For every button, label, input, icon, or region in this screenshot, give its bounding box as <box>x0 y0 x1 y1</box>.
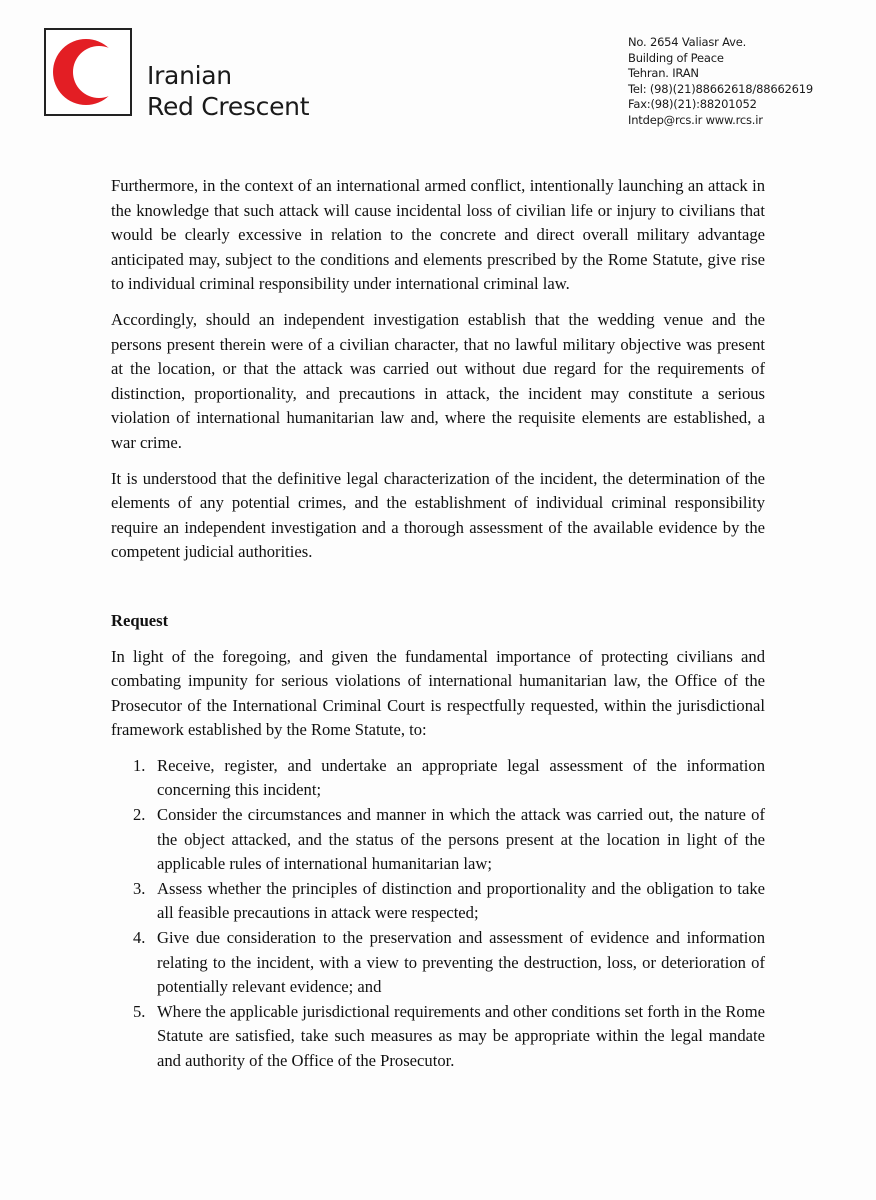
paragraph-furthermore: Furthermore, in the context of an international armed conflict, intentionally launching an attack in the knowledge that such attack will cause incidental loss of civilian life or injury to civilians that would be clearly excessive in relation to the concrete and direct overall military advantage anticipated may, subject to the conditions and elements prescribed by the Rome Statute, give rise to individual criminal responsibility under international criminal law. <box>111 176 765 294</box>
org-name-line-1: Iranian <box>147 61 232 90</box>
address-telephone: Tel: (98)(21)88662618/88662619 <box>628 81 814 96</box>
letter-body <box>111 174 765 1074</box>
address-building: Building of Peace <box>628 50 724 65</box>
list-item-number: 4. <box>133 928 146 948</box>
request-list <box>111 754 765 1074</box>
contact-address-block <box>628 35 813 128</box>
request-intro: In light of the foregoing, and given the fundamental importance of protecting civilians and combating impunity for serious violations of international humanitarian law, the Office of the Prosecutor of the International Criminal Court is respectfully requested, within the jurisdictional framework established by the Rome Statute, to: <box>111 646 765 740</box>
list-item-text: Give due consideration to the preservation and assessment of evidence and information relating to the incident, with a view to preventing the destruction, loss, or deterioration of potentially relevant evidence; and <box>157 928 765 997</box>
list-item-number: 3. <box>133 878 146 898</box>
address-street: No. 2654 Valiasr Ave. <box>628 35 747 49</box>
address-fax: Fax:(98)(21):88201052 <box>628 97 757 111</box>
address-email-web: Intdep@rcs.ir www.rcs.ir <box>628 112 763 127</box>
paragraph-accordingly: Accordingly, should an independent investigation establish that the wedding venue and the persons present therein were of a civilian character, that no lawful military objective was present at the location, or that the attack was carried out without due regard for the requirements of distinction, proportionality, and precautions in attack, the incident may constitute a serious violation of international humanitarian law and, where the requisite elements are established, a war crime. <box>111 309 765 452</box>
org-name-line-2: Red Crescent <box>147 92 310 121</box>
list-item <box>111 803 765 877</box>
red-crescent-logo-icon <box>44 28 132 116</box>
list-item-number: 2. <box>133 805 146 825</box>
organization-name <box>147 60 309 122</box>
list-item-number: 1. <box>133 755 146 775</box>
request-heading: Request <box>111 610 169 630</box>
list-item <box>111 926 765 1000</box>
list-item <box>111 877 765 926</box>
paragraph-understood: It is understood that the definitive legal characterization of the incident, the determination of the elements of any potential crimes, and the establishment of individual criminal responsibility require an independent investigation and a thorough assessment of the available evidence by the competent judicial authorities. <box>111 468 765 562</box>
list-item <box>111 1000 765 1074</box>
address-city: Tehran. IRAN <box>628 66 699 80</box>
list-item <box>111 754 765 803</box>
list-item-text: Receive, register, and undertake an appropriate legal assessment of the information concerning this incident; <box>157 755 765 800</box>
list-item-number: 5. <box>133 1001 146 1021</box>
crescent-shape <box>46 30 130 114</box>
list-item-text: Consider the circumstances and manner in which the attack was carried out, the nature of the object attacked, and the status of the persons present at the location in light of the applicable rules of international humanitarian law; <box>157 805 765 874</box>
list-item-text: Where the applicable jurisdictional requirements and other conditions set forth in the Rome Statute are satisfied, take such measures as may be appropriate within the legal mandate and authority of the Office of the Prosecutor. <box>157 1001 765 1070</box>
list-item-text: Assess whether the principles of distinction and proportionality and the obligation to take all feasible precautions in attack were respected; <box>157 878 765 923</box>
